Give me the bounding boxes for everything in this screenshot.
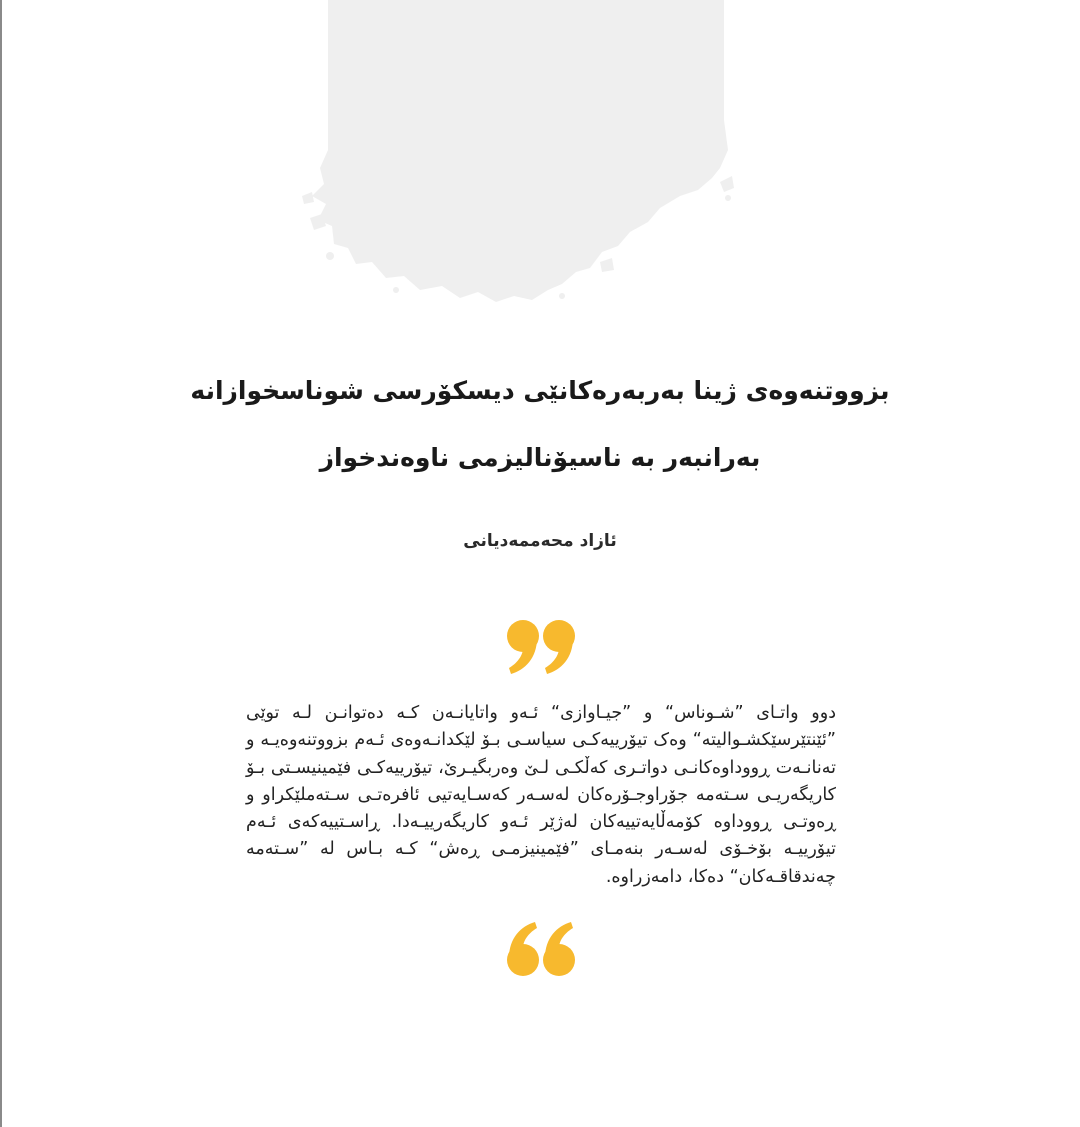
quote-text: دوو واتـای ”شـوناس“ و ”جیـاوازی“ ئـەو واتایانـەن کـە دەتوانـن لـە توێی ”ئێنتێرسێکشـوالیتە“ وەک تیۆرییەکـی سیاسـی بـۆ لێکدانـەوەی ئـەم بزووتنەوەیـە و تەنانـەت ڕووداوەکانـی دواتـری کەڵکـی لـێ وەربگیـرێ، تیۆرییەکـی فێمینیسـتی بـۆ کاریگەریـی سـتەمە جۆراوجـۆرەکان لەسـەر کەسـایەتیی ئافرەتـی سـتەملێکراو و ڕەوتـی ڕووداوە کۆمەڵایەتییەکان لەژێر ئـەو کاریگەرییـەدا. ڕاسـتییەکەی ئـەم تیۆرییـە بۆخـۆی لەسـەر بنەمـای ”فێمینیزمـی ڕەش“ کـە بـاس لە ”سـتەمە چەندقاقـەکان“ دەکا، دامەزراوە. [246, 703, 836, 887]
closing-quote-icon [505, 618, 577, 676]
article-title-line-2: بەرانبەر بە ناسیۆنالیزمی ناوەندخواز [319, 443, 761, 472]
article-title-line-1: بزووتنەوەی ژینا بەربەرەکانێی دیسکۆرسی شوناسخوازانە [190, 376, 890, 405]
author-name: ئازاد محەممەدیانی [463, 531, 617, 551]
brush-stroke-decoration [300, 0, 740, 310]
opening-quote-icon [505, 920, 577, 978]
page-edge-rule [0, 0, 2, 1127]
